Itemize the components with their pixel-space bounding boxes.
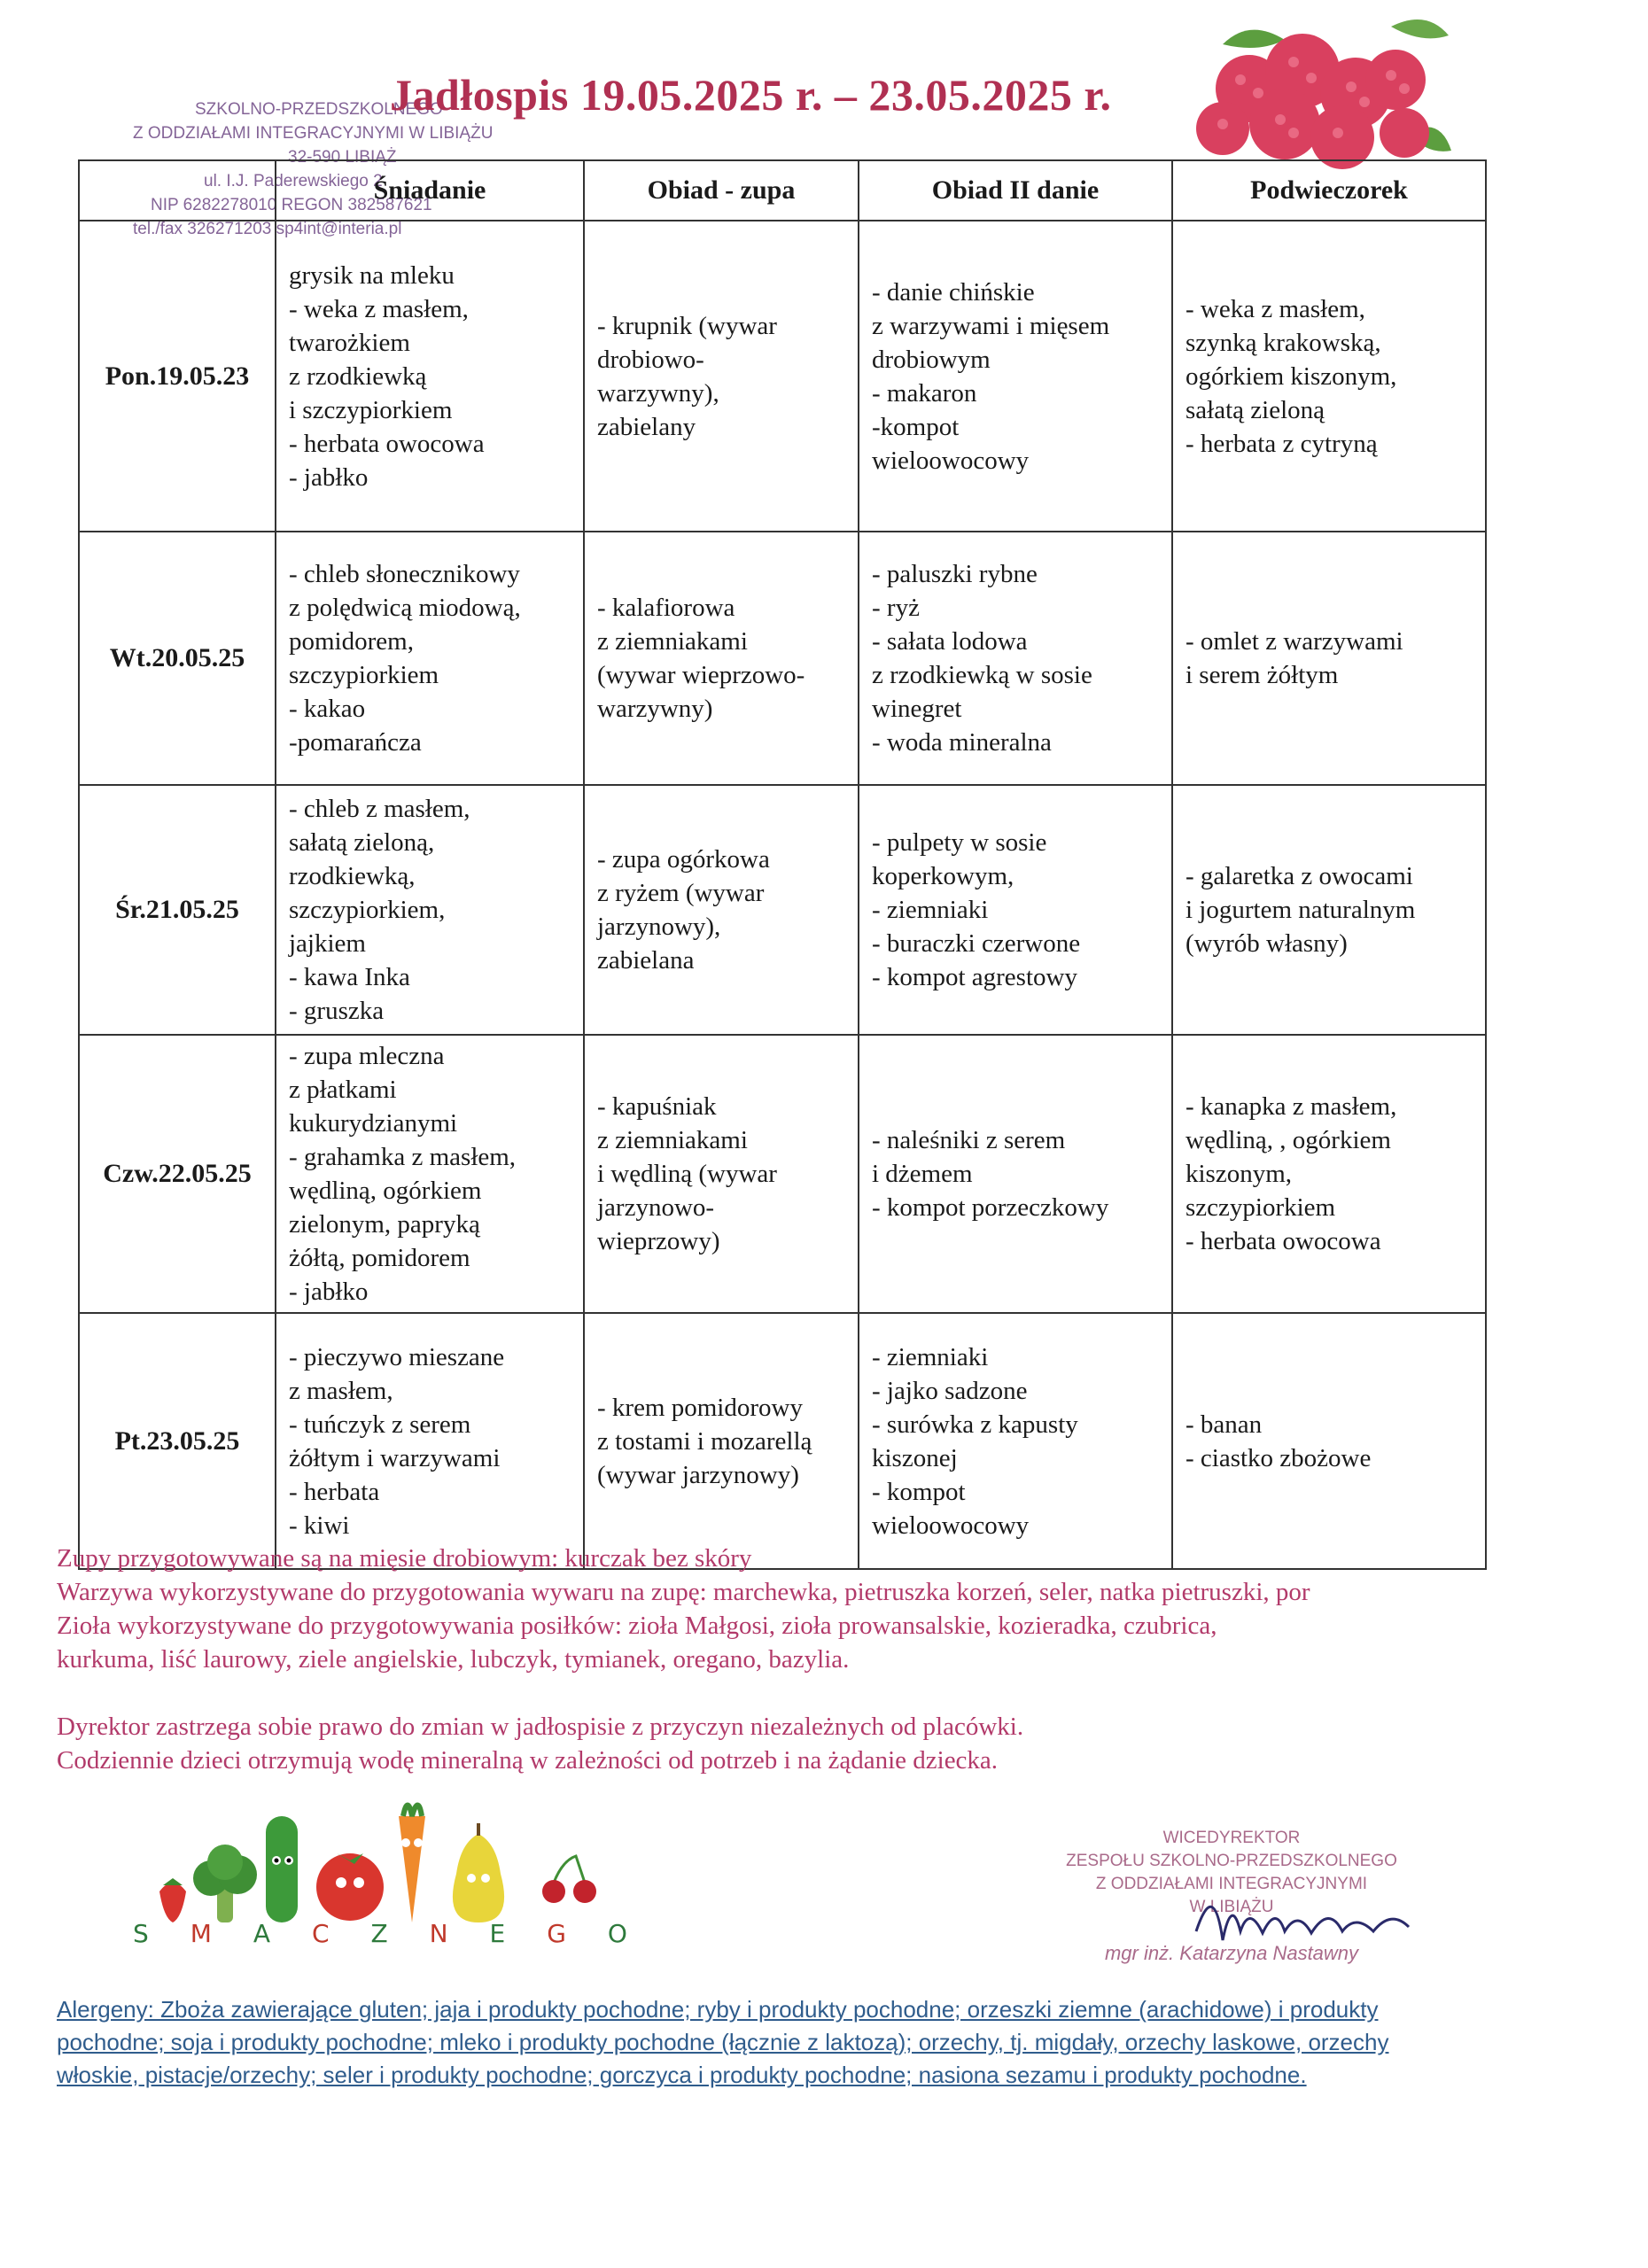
meal-line: - banan	[1185, 1410, 1263, 1439]
meal-line: warzywny),	[597, 378, 719, 408]
meal-line: - herbata owocowa	[1185, 1227, 1381, 1255]
meal-line: szczypiorkiem	[1185, 1193, 1336, 1222]
meal-line: - ziemniaki	[872, 1342, 989, 1371]
meal-line: - chleb słonecznikowy	[289, 560, 520, 588]
meal-line: jarzynowy),	[597, 913, 721, 941]
meal-cell-podwieczorek	[1172, 221, 1486, 532]
meal-cell-sniadanie	[276, 532, 584, 785]
day-cell: Śr.21.05.25	[79, 785, 276, 1035]
header-day	[79, 160, 276, 221]
meal-line: - paluszki rybne	[872, 560, 1038, 588]
meal-cell-sniadanie	[276, 221, 584, 532]
meal-cell-podwieczorek	[1172, 1313, 1486, 1569]
raspberries-image	[1187, 9, 1453, 177]
stamp-line: tel./fax 326271203 sp4int@interia.pl	[133, 220, 402, 238]
meal-line: z płatkami	[289, 1076, 397, 1104]
meal-line: - kakao	[289, 695, 366, 723]
header-sniadanie: Śniadanie	[276, 160, 584, 221]
meal-line: wieprzowy)	[597, 1227, 720, 1255]
table-row	[79, 532, 1486, 785]
meal-line: szczypiorkiem	[289, 661, 439, 689]
meal-line: - surówka z kapusty	[872, 1410, 1078, 1439]
meal-line: - kompot porzeczkowy	[872, 1193, 1109, 1222]
vegetables-illustration	[142, 1790, 638, 1931]
meal-line: - gruszka	[289, 997, 385, 1025]
meal-line: koperkowym,	[872, 862, 1014, 890]
meal-line: i dżemem	[872, 1160, 973, 1188]
header-podwieczorek: Podwieczorek	[1172, 160, 1486, 221]
meal-cell-zupa	[584, 1313, 859, 1569]
meal-cell-sniadanie	[276, 1313, 584, 1569]
note-line: Dyrektor zastrzega sobie prawo do zmian w jadłospisie z przyczyn niezależnych od placówki.	[57, 1713, 1024, 1741]
signature-scribble	[1187, 1878, 1418, 1967]
meal-line: z tostami i mozarellą	[597, 1426, 812, 1456]
meal-cell-danie	[859, 1313, 1172, 1569]
note-line: Zupy przygotowywane są na mięsie drobiowym: kurczak bez skóry	[57, 1544, 752, 1573]
meal-line: - kapuśniak	[597, 1092, 717, 1121]
meal-line: z ryżem (wywar	[597, 879, 765, 907]
meal-line: - weka z masłem,	[289, 294, 469, 323]
allergen-line: Alergeny: Zboża zawierające gluten; jaja i produkty pochodne; ryby i produkty pochodne; orzeszki ziemne (arachidowe) i produkty	[57, 1996, 1379, 2023]
allergen-line: pochodne; soja i produkty pochodne; mleko i produkty pochodne (łącznie z laktozą); orzechy, tj. migdały, orzechy laskowe, orzechy	[57, 2029, 1389, 2055]
meal-line: jajkiem	[289, 929, 366, 958]
meal-line: - galaretka z owocami	[1185, 862, 1413, 890]
allergens-info	[57, 1993, 1581, 2092]
meal-cell-podwieczorek	[1172, 1035, 1486, 1313]
meal-cell-podwieczorek	[1172, 532, 1486, 785]
meal-line: sałatą zieloną	[1185, 395, 1325, 424]
day-cell: Czw.22.05.25	[79, 1035, 276, 1313]
day-cell: Pt.23.05.25	[79, 1313, 276, 1569]
smacznego-letter: G	[547, 1919, 568, 1948]
meal-line: - pulpety w sosie	[872, 828, 1047, 857]
note-line: Warzywa wykorzystywane do przygotowania wywaru na zupę: marchewka, pietruszka korzeń, seler, natka pietruszki, por	[57, 1578, 1310, 1606]
smacznego-letter: M	[190, 1919, 214, 1948]
meal-line: i jogurtem naturalnym	[1185, 896, 1416, 924]
meal-line: z warzywami i mięsem	[872, 311, 1110, 340]
meal-line: kiszonym,	[1185, 1160, 1293, 1188]
meal-cell-danie	[859, 1035, 1172, 1313]
allergen-line: włoskie, pistacje/orzechy; seler i produkty pochodne; gorczyca i produkty pochodne; nasiona sezamu i produkty pochodne.	[57, 2062, 1307, 2088]
meal-line: - kiwi	[289, 1511, 350, 1540]
meal-line: żółtym i warzywami	[289, 1443, 501, 1472]
meal-line: - kawa Inka	[289, 963, 410, 991]
meal-line: z ziemniakami	[597, 627, 748, 656]
meal-line: - jajko sadzone	[872, 1376, 1028, 1405]
pear-icon	[453, 1823, 504, 1922]
meal-cell-zupa	[584, 785, 859, 1035]
page-title: Jadłospis 19.05.2025 r. – 23.05.2025 r.	[390, 70, 1112, 120]
meal-line: drobiowo-	[597, 345, 704, 374]
meal-line: (wyrób własny)	[1185, 929, 1348, 958]
meal-line: - naleśniki z serem	[872, 1126, 1066, 1154]
broccoli-icon	[193, 1845, 257, 1922]
meal-line: - omlet z warzywami	[1185, 627, 1403, 656]
carrot-icon	[399, 1806, 425, 1923]
meal-line: - buraczki czerwone	[872, 929, 1081, 958]
meal-line: szczypiorkiem,	[289, 896, 446, 924]
meal-cell-zupa	[584, 532, 859, 785]
meal-cell-danie	[859, 221, 1172, 532]
header-obiad-zupa: Obiad - zupa	[584, 160, 859, 221]
meal-line: - makaron	[872, 378, 977, 408]
signatory-name: mgr inż. Katarzyna Nastawny	[1104, 1942, 1359, 1964]
meal-cell-sniadanie	[276, 785, 584, 1035]
meal-line: - grahamka z masłem,	[289, 1143, 517, 1171]
meal-line: -pomarańcza	[289, 728, 422, 757]
note-line: kurkuma, liść laurowy, ziele angielskie, lubczyk, tymianek, oregano, bazylia.	[57, 1645, 850, 1674]
smacznego-letter: E	[489, 1919, 508, 1948]
meal-line: - ryż	[872, 594, 920, 622]
notes	[57, 1542, 1598, 1777]
meal-cell-sniadanie	[276, 1035, 584, 1313]
meal-line: z polędwicą miodową,	[289, 594, 521, 622]
meal-line: wieloowocowy	[872, 1511, 1030, 1540]
meal-line: sałatą zieloną,	[289, 828, 435, 857]
meal-line: twarożkiem	[289, 328, 410, 357]
table-row	[79, 785, 1486, 1035]
smacznego-letter: N	[429, 1919, 450, 1948]
meal-line: ogórkiem kiszonym,	[1185, 361, 1397, 391]
stamp-line: ul. I.J. Paderewskiego 2	[204, 172, 383, 190]
menu-table	[78, 159, 1487, 1570]
meal-line: - kanapka z masłem,	[1185, 1092, 1397, 1121]
smacznego-text	[133, 1919, 629, 1948]
header-obiad-danie: Obiad II danie	[859, 160, 1172, 221]
meal-line: (wywar jarzynowy)	[597, 1460, 799, 1489]
meal-line: - ziemniaki	[872, 896, 989, 924]
meal-line: - jabłko	[289, 1278, 369, 1306]
table-row	[79, 1035, 1486, 1313]
meal-line: - weka z masłem,	[1185, 294, 1365, 323]
meal-line: - jabłko	[289, 462, 369, 492]
meal-line: - kompot	[872, 1477, 966, 1506]
meal-line: - zupa ogórkowa	[597, 845, 770, 874]
meal-cell-zupa	[584, 1035, 859, 1313]
strawberry-icon	[159, 1878, 186, 1922]
meal-line: - tuńczyk z serem	[289, 1410, 471, 1439]
meal-line: i wędliną (wywar	[597, 1160, 777, 1188]
meal-line: z rzodkiewką w sosie	[872, 661, 1092, 689]
table-row	[79, 221, 1486, 532]
meal-line: wędliną, , ogórkiem	[1185, 1126, 1391, 1154]
meal-cell-podwieczorek	[1172, 785, 1486, 1035]
meal-line: z ziemniakami	[597, 1126, 748, 1154]
meal-line: - woda mineralna	[872, 728, 1052, 757]
meal-cell-danie	[859, 785, 1172, 1035]
meal-line: zielonym, papryką	[289, 1210, 480, 1239]
meal-line: warzywny)	[597, 695, 713, 723]
meal-line: jarzynowo-	[597, 1193, 715, 1222]
meal-line: - herbata owocowa	[289, 429, 485, 458]
meal-cell-zupa	[584, 221, 859, 532]
meal-cell-danie	[859, 532, 1172, 785]
stamp-line: Z ODDZIAŁAMI INTEGRACYJNYMI W LIBIĄŻU	[133, 124, 494, 143]
meal-line: - chleb z masłem,	[289, 795, 470, 823]
meal-line: szynką krakowską,	[1185, 328, 1381, 357]
meal-line: i szczypiorkiem	[289, 395, 453, 424]
tomato-icon	[316, 1853, 384, 1921]
meal-line: z rzodkiewką	[289, 361, 427, 391]
smacznego-letter: O	[607, 1919, 629, 1948]
meal-line: zabielany	[597, 412, 696, 441]
smacznego-letter: S	[133, 1919, 151, 1948]
stamp-line: 32-590 LIBIĄŻ	[288, 148, 397, 167]
meal-line: (wywar wieprzowo-	[597, 661, 805, 689]
meal-line: kiszonej	[872, 1443, 958, 1472]
meal-line: - kompot agrestowy	[872, 963, 1077, 991]
meal-line: żółtą, pomidorem	[289, 1244, 470, 1272]
meal-line: - danie chińskie	[872, 277, 1035, 307]
table-row	[79, 1313, 1486, 1569]
meal-line: i serem żółtym	[1185, 661, 1339, 689]
meal-line: drobiowym	[872, 345, 991, 374]
day-cell: Pon.19.05.23	[79, 221, 276, 532]
meal-line: grysik na mleku	[289, 260, 455, 290]
cherries-icon	[542, 1856, 596, 1903]
meal-line: - zupa mleczna	[289, 1042, 445, 1070]
table-header-row	[79, 160, 1486, 221]
meal-line: - pieczywo mieszane	[289, 1342, 505, 1371]
meal-line: kukurydzianymi	[289, 1109, 458, 1138]
cucumber-icon	[266, 1816, 298, 1922]
meal-line: rzodkiewką,	[289, 862, 416, 890]
stamp-line: SZKOLNO-PRZEDSZKOLNEGO	[195, 100, 443, 119]
stamp-line: NIP 6282278010 REGON 382587621	[151, 196, 432, 214]
stamp-line: WICEDYREKTOR	[1162, 1829, 1301, 1847]
meal-line: - herbata z cytryną	[1185, 429, 1378, 458]
meal-line: - krupnik (wywar	[597, 311, 777, 340]
note-line: Codziennie dzieci otrzymują wodę mineralną w zależności od potrzeb i na żądanie dziecka.	[57, 1746, 999, 1775]
meal-line: pomidorem,	[289, 627, 414, 656]
smacznego-letter: Z	[370, 1919, 390, 1948]
meal-line: wędliną, ogórkiem	[289, 1177, 482, 1205]
meal-line: - herbata	[289, 1477, 380, 1506]
meal-line: - krem pomidorowy	[597, 1393, 803, 1422]
meal-line: winegret	[872, 695, 962, 723]
smacznego-letter: A	[253, 1919, 273, 1948]
smacznego-letter: C	[311, 1919, 331, 1948]
meal-line: - sałata lodowa	[872, 627, 1028, 656]
meal-line: -kompot	[872, 412, 960, 441]
meal-line: - kalafiorowa	[597, 594, 735, 622]
note-line: Zioła wykorzystywane do przygotowywania posiłków: zioła Małgosi, zioła prowansalskie, kozieradka, czubrica,	[57, 1612, 1217, 1640]
meal-line: - ciastko zbożowe	[1185, 1443, 1372, 1472]
meal-line: zabielana	[597, 946, 695, 975]
stamp-line: Z ODDZIAŁAMI INTEGRACYJNYMI	[1095, 1875, 1368, 1893]
stamp-line: ZESPOŁU SZKOLNO-PRZEDSZKOLNEGO	[1066, 1852, 1397, 1870]
meal-line: wieloowocowy	[872, 446, 1030, 475]
day-cell: Wt.20.05.25	[79, 532, 276, 785]
meal-line: z masłem,	[289, 1376, 393, 1405]
stamp-line: W LIBIĄŻU	[1189, 1898, 1274, 1916]
